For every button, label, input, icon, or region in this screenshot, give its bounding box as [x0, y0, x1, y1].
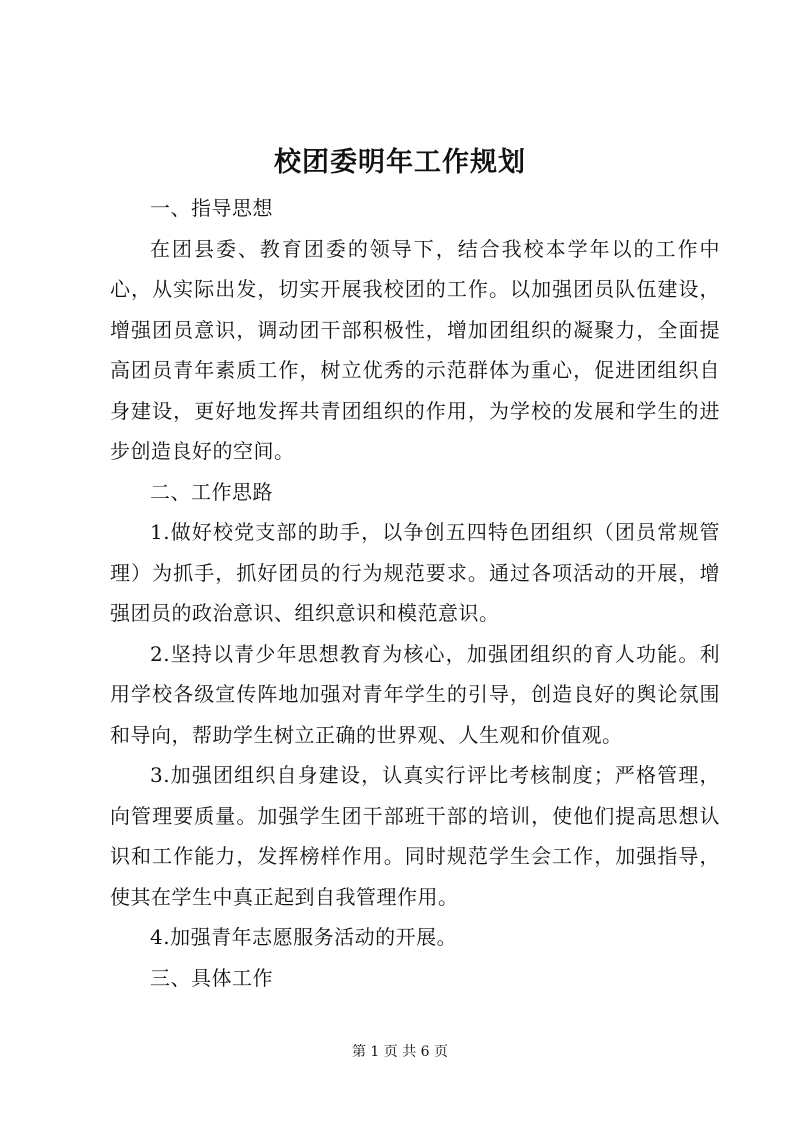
section-heading-specific-work: 三、具体工作 [150, 965, 273, 990]
document-title: 校团委明年工作规划 [274, 147, 526, 178]
paragraph-approach-4: 4.加强青年志愿服务活动的开展。 [150, 925, 458, 949]
paragraph-guiding-thought: 在团县委、教育团委的领导下，结合我校本学年以的工作中心，从实际出发，切实开展我校团的工作。以加强团员队伍建设，增强团员意识，调动团干部积极性，增加团组织的凝聚力，全面提高团员青年素质工作，树立优秀的示范群体为重心，促进团组织自身建设，更好地发挥共青团组织的作用，为学校的发展和学生的进步创造良好的空间。 [110, 236, 720, 463]
section-heading-work-approach: 二、工作思路 [150, 479, 273, 504]
paragraph-approach-3: 3.加强团组织自身建设，认真实行评比考核制度；严格管理，向管理要质量。加强学生团干部班干部的培训，使他们提高思想认识和工作能力，发挥榜样作用。同时规范学生会工作，加强指导，使其在学生中真正起到自我管理作用。 [110, 763, 720, 909]
page-number-footer: 第 1 页 共 6 页 [351, 1044, 449, 1060]
paragraph-approach-1: 1.做好校党支部的助手，以争创五四特色团组织（团员常规管理）为抓手，抓好团员的行为规范要求。通过各项活动的开展，增强团员的政治意识、组织意识和模范意识。 [110, 520, 720, 625]
document-body [110, 188, 720, 998]
paragraph-approach-2: 2.坚持以青少年思想教育为核心，加强团组织的育人功能。利用学校各级宣传阵地加强对青年学生的引导，创造良好的舆论氛围和导向，帮助学生树立正确的世界观、人生观和价值观。 [110, 641, 720, 747]
section-heading-guiding-thought: 一、指导思想 [150, 196, 273, 220]
